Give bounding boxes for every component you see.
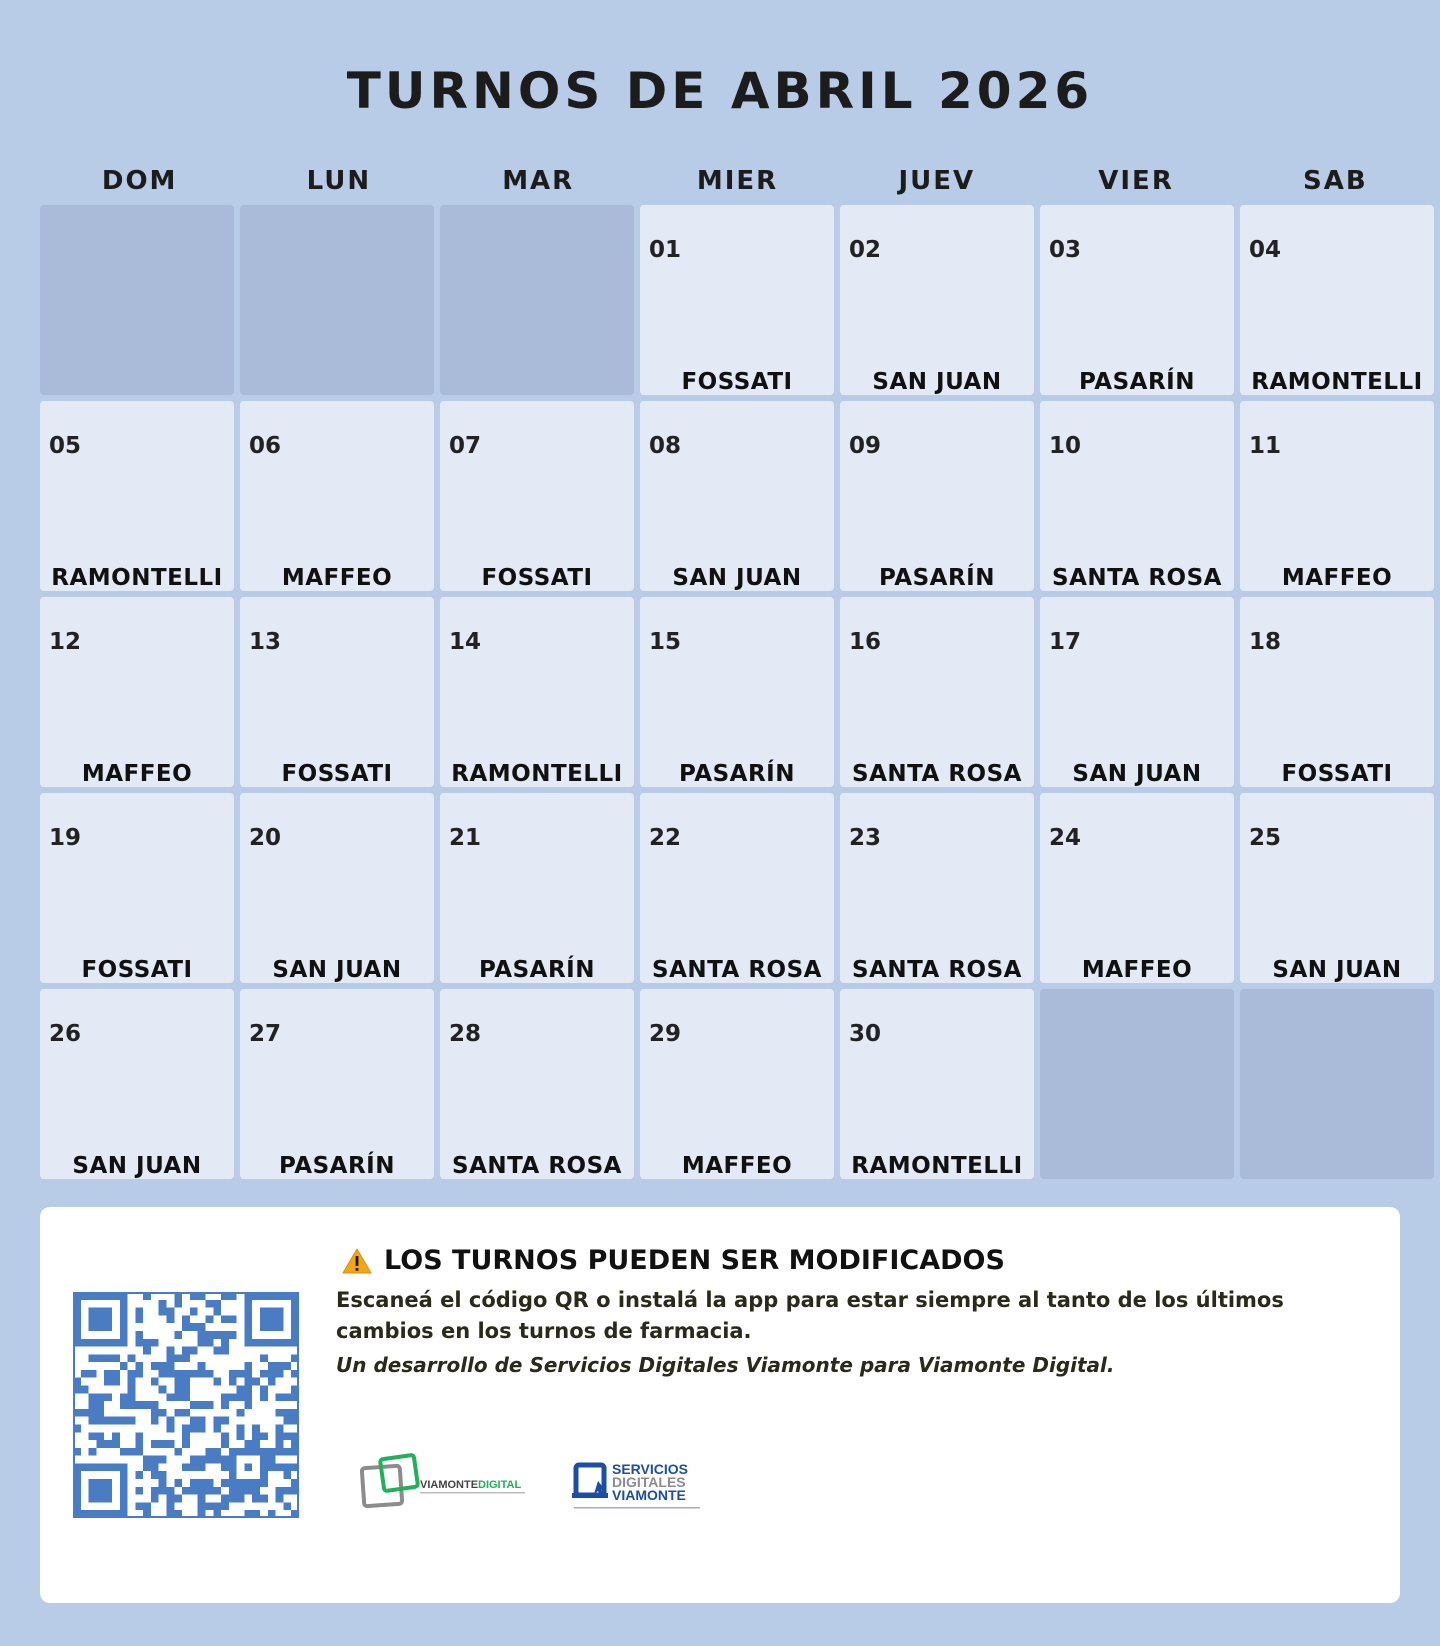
day-cell[interactable] (440, 401, 634, 591)
day-number: 17 (1049, 629, 1082, 655)
day-cell[interactable] (40, 597, 234, 787)
day-number: 11 (1249, 433, 1282, 459)
pharmacy-name: MAFFEO (1081, 957, 1193, 983)
day-number: 15 (649, 629, 682, 655)
weekday-header-row (40, 166, 1435, 196)
day-number: 21 (449, 825, 482, 851)
day-cell[interactable] (40, 989, 234, 1179)
pharmacy-name: PASARÍN (1079, 369, 1195, 395)
weekday-label: SAB (1303, 166, 1368, 196)
day-number: 27 (249, 1021, 282, 1047)
day-number: 03 (1049, 237, 1082, 263)
calendar-grid (40, 205, 1435, 1179)
day-cell[interactable] (1040, 205, 1234, 395)
logo2-line2: DIGITALES (612, 1474, 686, 1490)
logo2-line1: SERVICIOS (612, 1461, 688, 1477)
notice-heading (340, 1245, 1005, 1276)
weekday-label: MAR (502, 166, 575, 196)
pharmacy-name: PASARÍN (479, 957, 595, 983)
pharmacy-name: FOSSATI (481, 565, 593, 591)
notice-heading-text: LOS TURNOS PUEDEN SER MODIFICADOS (384, 1245, 1005, 1276)
pharmacy-name: FOSSATI (681, 369, 793, 395)
day-number: 19 (49, 825, 82, 851)
day-number: 23 (849, 825, 882, 851)
day-number: 01 (649, 237, 682, 263)
day-number: 10 (1049, 433, 1082, 459)
day-cell[interactable] (40, 401, 234, 591)
pharmacy-name: RAMONTELLI (51, 565, 223, 591)
pharmacy-name: MAFFEO (81, 761, 193, 787)
day-cell[interactable] (640, 401, 834, 591)
pharmacy-name: MAFFEO (281, 565, 393, 591)
day-number: 02 (849, 237, 882, 263)
empty-cell (40, 205, 234, 395)
empty-cell (1240, 989, 1434, 1179)
logo1-word2: DIGITAL (478, 1479, 522, 1491)
empty-cell (440, 205, 634, 395)
logo1-word1: VIAMONTE (420, 1479, 479, 1491)
day-number: 22 (649, 825, 682, 851)
day-cell[interactable] (440, 793, 634, 983)
day-number: 25 (1249, 825, 1282, 851)
pharmacy-name: SAN JUAN (1072, 761, 1202, 787)
day-number: 07 (449, 433, 482, 459)
page-title: TURNOS DE ABRIL 2026 (346, 62, 1094, 120)
weekday-label: LUN (306, 166, 372, 196)
day-number: 29 (649, 1021, 682, 1047)
pharmacy-name: FOSSATI (281, 761, 393, 787)
day-cell[interactable] (240, 989, 434, 1179)
pharmacy-name: RAMONTELLI (451, 761, 623, 787)
day-cell[interactable] (1240, 597, 1434, 787)
day-number: 12 (49, 629, 82, 655)
day-cell[interactable] (1240, 793, 1434, 983)
day-cell[interactable] (1040, 597, 1234, 787)
logo2-line3: VIAMONTE (612, 1487, 686, 1503)
pharmacy-name: SANTA ROSA (452, 1153, 622, 1179)
pharmacy-name: MAFFEO (1281, 565, 1393, 591)
day-cell[interactable] (840, 597, 1034, 787)
empty-cell (240, 205, 434, 395)
pharmacy-name: RAMONTELLI (1251, 369, 1423, 395)
day-cell[interactable] (840, 205, 1034, 395)
day-cell[interactable] (240, 597, 434, 787)
notice-panel (40, 1207, 1400, 1603)
day-number: 16 (849, 629, 882, 655)
day-cell[interactable] (440, 989, 634, 1179)
day-number: 26 (49, 1021, 82, 1047)
servicios-digitales-logo[interactable] (572, 1457, 707, 1519)
day-cell[interactable] (1240, 205, 1434, 395)
pharmacy-name: PASARÍN (879, 565, 995, 591)
day-cell[interactable] (640, 989, 834, 1179)
weekday-label: DOM (101, 166, 178, 196)
weekday-label: JUEV (898, 166, 976, 196)
viamonte-digital-logo[interactable] (360, 1453, 535, 1513)
day-cell[interactable] (240, 793, 434, 983)
day-cell[interactable] (640, 793, 834, 983)
day-number: 13 (249, 629, 282, 655)
day-cell[interactable] (240, 401, 434, 591)
pharmacy-name: FOSSATI (81, 957, 193, 983)
pharmacy-name: MAFFEO (681, 1153, 793, 1179)
pharmacy-name: FOSSATI (1281, 761, 1393, 787)
pharmacy-name: SAN JUAN (672, 565, 802, 591)
day-cell[interactable] (440, 597, 634, 787)
day-cell[interactable] (40, 793, 234, 983)
pharmacy-name: PASARÍN (679, 761, 795, 787)
day-number: 14 (449, 629, 482, 655)
pharmacy-name: SANTA ROSA (1052, 565, 1222, 591)
pharmacy-name: SAN JUAN (1272, 957, 1402, 983)
pharmacy-name: SANTA ROSA (852, 957, 1022, 983)
day-cell[interactable] (640, 205, 834, 395)
day-cell[interactable] (1040, 793, 1234, 983)
day-number: 24 (1049, 825, 1082, 851)
day-number: 08 (649, 433, 682, 459)
pharmacy-name: SAN JUAN (872, 369, 1002, 395)
pharmacy-name: PASARÍN (279, 1153, 395, 1179)
empty-cell (1040, 989, 1234, 1179)
day-number: 06 (249, 433, 282, 459)
day-number: 20 (249, 825, 282, 851)
pharmacy-name: RAMONTELLI (851, 1153, 1023, 1179)
day-number: 05 (49, 433, 82, 459)
day-number: 09 (849, 433, 882, 459)
weekday-label: MIER (696, 166, 779, 196)
day-number: 18 (1249, 629, 1282, 655)
day-cell[interactable] (640, 597, 834, 787)
day-cell[interactable] (840, 401, 1034, 591)
warning-icon (342, 1248, 372, 1274)
pharmacy-name: SANTA ROSA (852, 761, 1022, 787)
day-number: 28 (449, 1021, 482, 1047)
notice-body: Escaneá el código QR o instalá la app para estar siempre al tanto de los últimos cambios en los turnos de farmacia. (336, 1288, 1284, 1343)
pharmacy-name: SANTA ROSA (652, 957, 822, 983)
pharmacy-name: SAN JUAN (272, 957, 402, 983)
qr-code-image[interactable] (73, 1292, 299, 1518)
day-number: 30 (849, 1021, 882, 1047)
credit-text: Un desarrollo de Servicios Digitales Viamonte para Viamonte Digital. (336, 1353, 1115, 1377)
day-number: 04 (1249, 237, 1282, 263)
weekday-label: VIER (1098, 166, 1174, 196)
day-cell[interactable] (1040, 401, 1234, 591)
day-cell[interactable] (1240, 401, 1434, 591)
pharmacy-name: SAN JUAN (72, 1153, 202, 1179)
day-cell[interactable] (840, 989, 1034, 1179)
day-cell[interactable] (840, 793, 1034, 983)
